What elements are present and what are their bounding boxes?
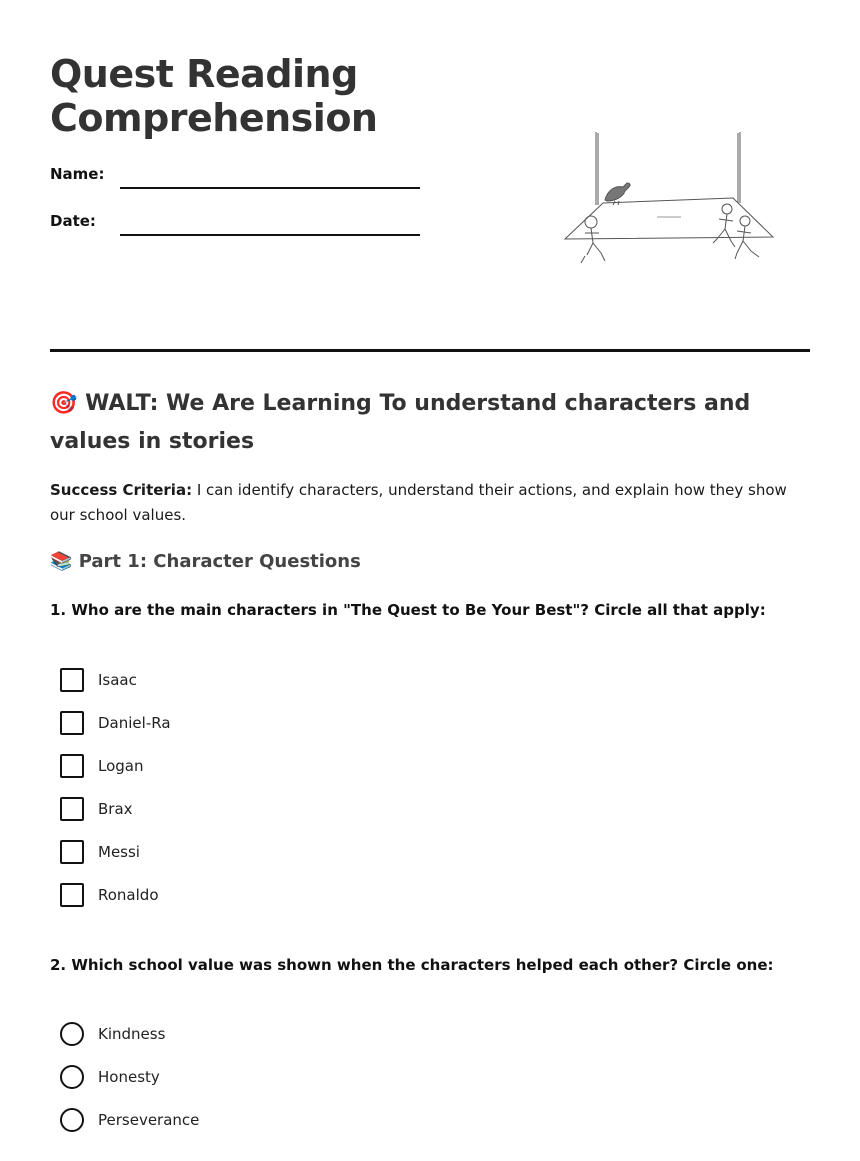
name-label: Name: (50, 165, 105, 183)
option-label: Ronaldo (98, 886, 159, 904)
option-brax[interactable] (60, 797, 360, 821)
option-label: Brax (98, 800, 133, 818)
name-line[interactable] (120, 187, 420, 189)
option-logan[interactable] (60, 754, 360, 778)
checkbox[interactable] (60, 840, 84, 864)
question-2: 2. Which school value was shown when the characters helped each other? Circle one: (50, 956, 774, 974)
option-perseverance[interactable] (60, 1108, 360, 1132)
success-criteria-text: I can identify characters, understand their actions, and explain how they show our school values. (50, 481, 787, 524)
title-line-1: Quest Reading (50, 52, 358, 96)
option-kindness[interactable] (60, 1022, 360, 1046)
option-honesty[interactable] (60, 1065, 360, 1089)
success-criteria-label: Success Criteria: (50, 481, 193, 499)
title-line-2: Comprehension (50, 96, 378, 140)
option-ronaldo[interactable] (60, 883, 360, 907)
date-field[interactable] (50, 212, 420, 236)
section-divider (50, 349, 810, 352)
checkbox[interactable] (60, 711, 84, 735)
radio-button[interactable] (60, 1022, 84, 1046)
question-1: 1. Who are the main characters in "The Quest to Be Your Best"? Circle all that apply: (50, 601, 766, 619)
books-icon: 📚 (50, 551, 73, 572)
option-label: Kindness (98, 1025, 166, 1043)
name-field[interactable] (50, 165, 420, 189)
option-label: Isaac (98, 671, 137, 689)
part1-heading (50, 548, 361, 576)
date-label: Date: (50, 212, 96, 230)
kids-playing-field-icon (555, 125, 780, 273)
worksheet-title (50, 52, 470, 140)
option-label: Perseverance (98, 1111, 200, 1129)
success-criteria (50, 478, 810, 528)
checkbox[interactable] (60, 797, 84, 821)
option-isaac[interactable] (60, 668, 360, 692)
option-label: Messi (98, 843, 140, 861)
part1-title: Part 1: Character Questions (78, 551, 361, 572)
option-label: Logan (98, 757, 144, 775)
target-icon: 🎯 (50, 391, 78, 416)
checkbox[interactable] (60, 668, 84, 692)
option-messi[interactable] (60, 840, 360, 864)
option-daniel-ra[interactable] (60, 711, 360, 735)
checkbox[interactable] (60, 883, 84, 907)
date-line[interactable] (120, 234, 420, 236)
checkbox[interactable] (60, 754, 84, 778)
radio-button[interactable] (60, 1108, 84, 1132)
radio-button[interactable] (60, 1065, 84, 1089)
option-label: Honesty (98, 1068, 160, 1086)
option-label: Daniel-Ra (98, 714, 171, 732)
walt-text: WALT: We Are Learning To understand characters and values in stories (50, 391, 751, 454)
walt-heading (50, 385, 810, 461)
